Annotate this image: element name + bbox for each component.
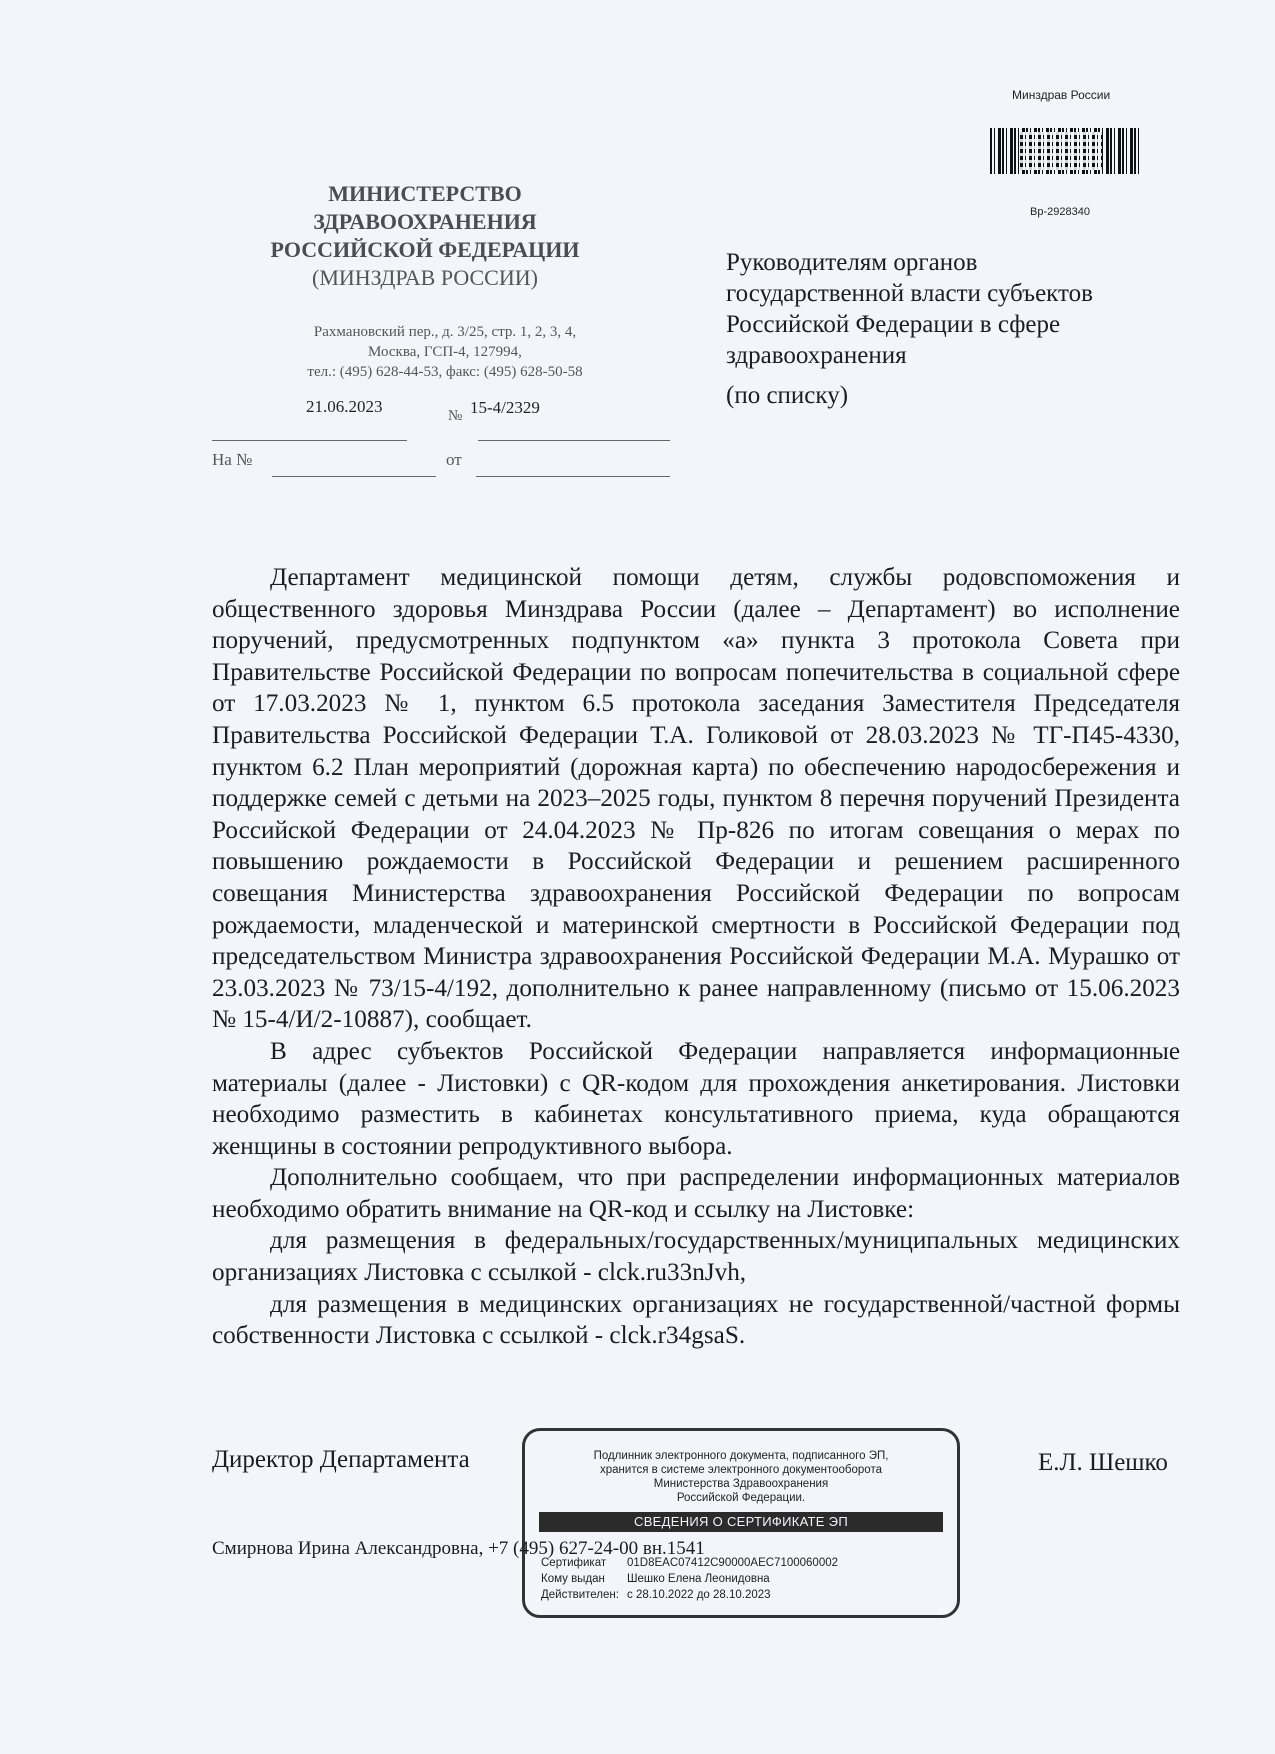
barcode-number: Вр-2928340 [1030, 206, 1090, 218]
signer-title: Директор Департамента [212, 1446, 470, 1473]
recipient-line: государственной власти субъектов [726, 280, 1093, 307]
letter-body [212, 562, 1180, 1352]
ministry-line: РОССИЙСКОЙ ФЕДЕРАЦИИ [270, 237, 580, 262]
address-line: Москва, ГСП-4, 127994, [368, 344, 522, 360]
ministry-short-name: (МИНЗДРАВ РОССИИ) [312, 265, 538, 290]
ministry-line: ЗДРАВООХРАНЕНИЯ [313, 209, 537, 234]
body-paragraph: В адрес субъектов Российской Федерации направляется информационные материалы (далее - Листовки) с QR-кодом для прохождения анкетирования. Листовки необходимо разместить в кабинетах консультативного приема, куда обращаются женщины в состоянии репродуктивного выбора. [212, 1037, 1180, 1160]
certificate-info-bar: СВЕДЕНИЯ О СЕРТИФИКАТЕ ЭП [539, 1512, 943, 1532]
issued-to-label: Кому выдан [541, 1573, 605, 1585]
body-paragraph: Департамент медицинской помощи детям, службы родовспоможения и общественного здоровья Минздрава России (далее – Департамент) во исполнение поручений, предусмотренных подпунктом «а» пункта 3 протокола Совета при Правительстве Российской Федерации по вопросам попечительства в социальной сфере от 17.03.2023 № 1, пунктом 6.5 протокола заседания Заместителя Председателя Правительства Российской Федерации Т.А. Голиковой от 28.03.2023 № ТГ-П45-4330, пунктом 6.2 План мероприятий (дорожная карта) по обеспечению народосбережения и поддержке семей с детьми на 2023–2025 годы, пунктом 8 перечня поручений Президента Российской Федерации от 24.04.2023 № Пр-826 по итогам совещания о мерах по повышению рождаемости в Российской Федерации и решением расширенного совещания Министерства здравоохранения Российской Федерации по вопросам рождаемости, младенческой и материнской смертности в Российской Федерации под председательством Министра здравоохранения Российской Федерации М.А. Мурашко от 23.03.2023 № 73/15-4/192, дополнительно к ранее направленному (письмо от 15.06.2023 № 15-4/И/2-10887), сообщает. [212, 564, 1180, 1034]
ministry-line: МИНИСТЕРСТВО [328, 181, 522, 206]
certificate-details [541, 1555, 838, 1603]
registration-number: 15-4/2329 [470, 398, 540, 417]
ministry-address [205, 322, 685, 382]
barcode [990, 128, 1142, 174]
stamp-text-line: хранится в системе электронного документооборота [600, 1464, 882, 1476]
valid-value: с 28.10.2022 до 28.10.2023 [627, 1589, 771, 1601]
body-paragraph: для размещения в федеральных/государственных/муниципальных медицинских организациях Листовка с ссылкой - clck.ru33nJvh, [212, 1227, 1180, 1287]
recipient-line: здравоохранения [726, 342, 907, 369]
body-paragraph: для размещения в медицинских организациях не государственной/частной формы собственности Листовка с ссылкой - clck.r34gsaS. [212, 1290, 1180, 1350]
body-paragraph: Дополнительно сообщаем, что при распределении информационных материалов необходимо обратить внимание на QR-код и ссылку на Листовке: [212, 1164, 1180, 1223]
certificate-value: 01D8EAC07412C90000AEC7100060002 [627, 1557, 839, 1569]
ministry-header [205, 180, 645, 292]
valid-label: Действителен: [541, 1589, 619, 1601]
signer-name: Е.Л. Шешко [1038, 1449, 1168, 1476]
barcode-org-label: Минздрав России [1012, 88, 1111, 102]
registration-date: 21.06.2023 [306, 397, 383, 416]
stamp-text-line: Подлинник электронного документа, подписанного ЭП, [593, 1450, 889, 1462]
electronic-signature-stamp [522, 1428, 960, 1618]
reference-number-label: На № [212, 450, 253, 469]
recipient-note: (по списку) [726, 382, 849, 409]
recipient-line: Российской Федерации в сфере [726, 311, 1061, 338]
recipient-block [726, 247, 1186, 371]
issued-to-value: Шешко Елена Леонидовна [627, 1573, 770, 1585]
reference-from-label: от [446, 450, 462, 469]
registration-number-sign: № [448, 408, 463, 424]
recipient-line: Руководителям органов [726, 249, 978, 276]
reference-number-underline [272, 476, 436, 477]
barcode-pattern [1020, 132, 1102, 170]
stamp-text-line: Министерства Здравоохранения [653, 1478, 829, 1490]
date-underline [212, 440, 407, 441]
address-line: Рахмановский пер., д. 3/25, стр. 1, 2, 3, 4, [313, 324, 577, 340]
reference-date-underline [476, 476, 670, 477]
executor-contact: Смирнова Ирина Александровна, +7 (495) 627-24-00 вн.1541 [212, 1538, 705, 1559]
stamp-text [525, 1449, 957, 1505]
stamp-text-line: Российской Федерации. [676, 1492, 806, 1504]
certificate-label: Сертификат [541, 1557, 607, 1569]
address-line: тел.: (495) 628-44-53, факс: (495) 628-50-58 [307, 364, 583, 380]
number-underline [478, 440, 670, 441]
